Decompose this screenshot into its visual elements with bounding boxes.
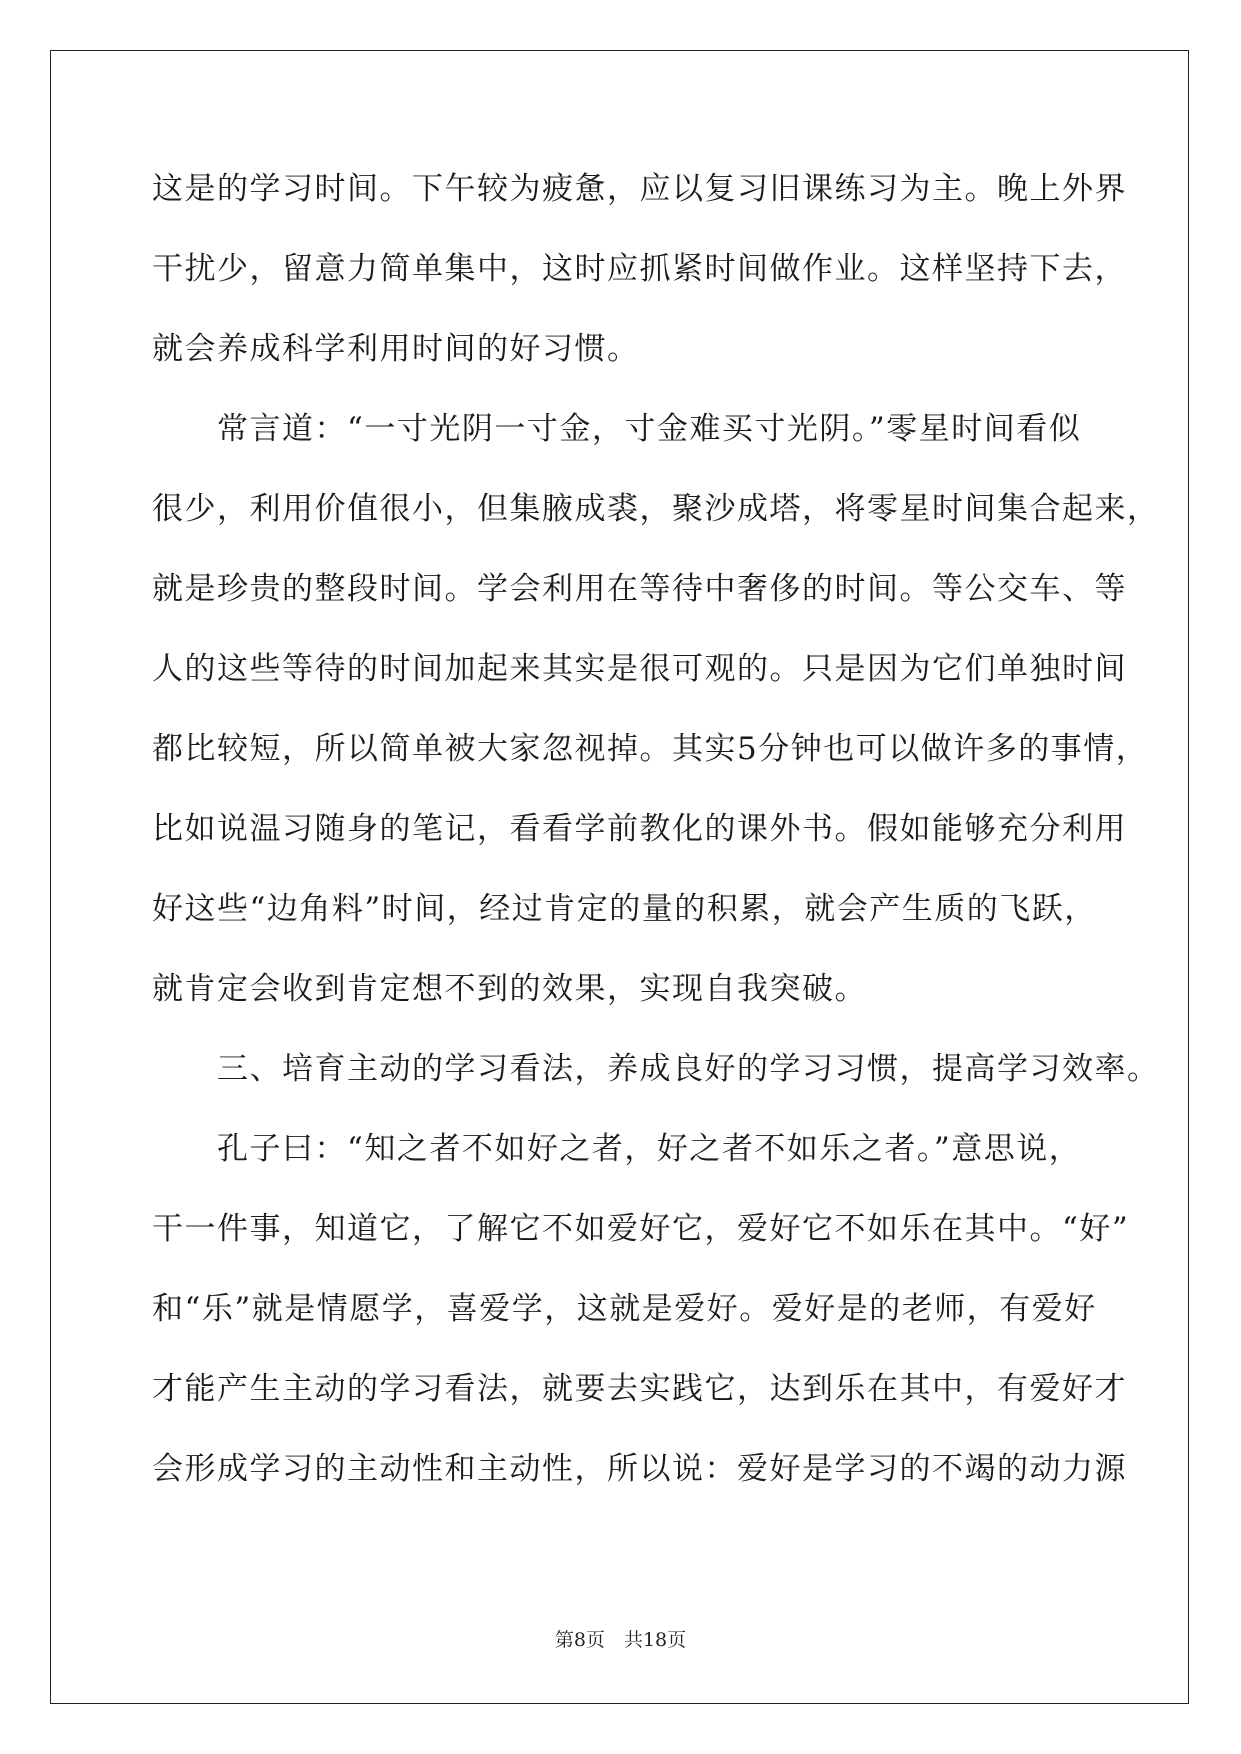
- text-line: 常言道：“一寸光阴一寸金，寸金难买寸光阴。”零星时间看似: [152, 411, 1082, 447]
- text-line: 很少，利用价值很小，但集腋成裘，聚沙成塔，将零星时间集合起来，: [152, 491, 1160, 527]
- text-line: 好这些“边角料”时间，经过肯定的量的积累，就会产生质的飞跃，: [152, 891, 1097, 927]
- text-line: 会形成学习的主动性和主动性，所以说：爱好是学习的不竭的动力源: [152, 1451, 1127, 1487]
- text-line: 就会养成科学利用时间的好习惯。: [152, 331, 640, 367]
- text-line: 才能产生主动的学习看法，就要去实践它，达到乐在其中，有爱好才: [152, 1371, 1127, 1407]
- text-line: 孔子曰：“知之者不如好之者，好之者不如乐之者。”意思说，: [152, 1131, 1082, 1167]
- text-line: 这是的学习时间。下午较为疲惫，应以复习旧课练习为主。晚上外界: [152, 171, 1127, 207]
- document-body: [152, 160, 1160, 1520]
- text-line: 干扰少，留意力简单集中，这时应抓紧时间做作业。这样坚持下去，: [152, 251, 1127, 287]
- page-number-footer: 第8页 共18页: [554, 1629, 687, 1651]
- text-line: 比如说温习随身的笔记，看看学前教化的课外书。假如能够充分利用: [152, 811, 1127, 847]
- text-line: 就是珍贵的整段时间。学会利用在等待中奢侈的时间。等公交车、等: [152, 571, 1127, 607]
- text-line: 和“乐”就是情愿学，喜爱学，这就是爱好。爱好是的老师，有爱好: [152, 1291, 1097, 1327]
- text-line: 就肯定会收到肯定想不到的效果，实现自我突破。: [152, 971, 867, 1007]
- text-line: 干一件事，知道它，了解它不如爱好它，爱好它不如乐在其中。“好”: [152, 1211, 1130, 1247]
- text-line: 三、培育主动的学习看法，养成良好的学习习惯，提高学习效率。: [152, 1051, 1160, 1087]
- text-line: 人的这些等待的时间加起来其实是很可观的。只是因为它们单独时间: [152, 651, 1127, 687]
- text-line: 都比较短，所以简单被大家忽视掉。其实5分钟也可以做许多的事情，: [152, 731, 1149, 767]
